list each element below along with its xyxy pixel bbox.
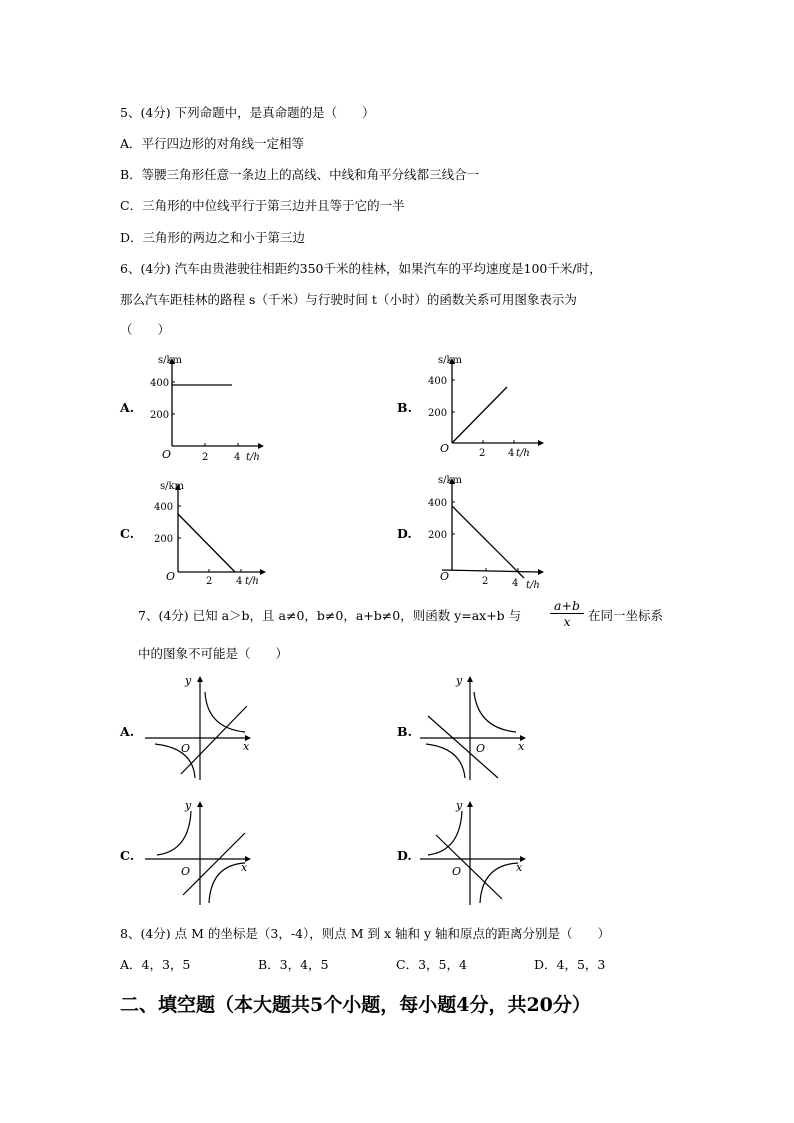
- svg-text:x: x: [243, 740, 250, 753]
- q7-graph-d: [420, 795, 535, 910]
- svg-text:t/h: t/h: [516, 448, 530, 459]
- q6-d-line: [452, 506, 524, 578]
- svg-text:400: 400: [154, 502, 174, 513]
- svg-text:O: O: [166, 570, 176, 583]
- svg-text:200: 200: [428, 408, 448, 419]
- svg-text:O: O: [181, 742, 191, 755]
- q6-graph-a: [140, 350, 270, 470]
- svg-text:400: 400: [150, 378, 170, 389]
- q7-b-hyperbola-1: [474, 692, 516, 732]
- q6-graph-c: [142, 476, 272, 596]
- q8-option-d: D．4，5，3: [534, 957, 606, 972]
- q5-option-a: A．平行四边形的对角线一定相等: [120, 136, 305, 151]
- q7-label-b: B.: [397, 724, 412, 739]
- q6-label-a: A.: [120, 400, 135, 415]
- svg-text:2: 2: [479, 448, 486, 459]
- q6-label-d: D.: [397, 526, 412, 541]
- svg-text:4: 4: [234, 452, 241, 463]
- svg-text:y: y: [456, 799, 463, 812]
- svg-text:s/km: s/km: [438, 355, 463, 366]
- svg-text:s/km: s/km: [438, 475, 463, 486]
- q6-c-line: [178, 514, 235, 572]
- svg-text:4: 4: [508, 448, 515, 459]
- svg-text:O: O: [440, 570, 450, 583]
- q6-b-line: [452, 387, 507, 443]
- svg-text:t/h: t/h: [245, 576, 259, 587]
- svg-text:x: x: [516, 861, 523, 874]
- svg-text:400: 400: [428, 376, 448, 387]
- svg-text:x: x: [518, 740, 525, 753]
- q7-label-d: D.: [397, 848, 412, 863]
- q7-frac-num: a+b: [550, 598, 584, 614]
- svg-text:y: y: [185, 799, 192, 812]
- svg-text:2: 2: [206, 576, 213, 587]
- q7-graph-a: [145, 670, 260, 785]
- q6-label-b: B.: [397, 400, 412, 415]
- q8-option-c: C．3，5，4: [396, 957, 467, 972]
- svg-text:O: O: [476, 742, 486, 755]
- q7-label-a: A.: [120, 724, 135, 739]
- q6-graph-b: [420, 350, 550, 470]
- svg-text:y: y: [185, 674, 192, 687]
- svg-text:O: O: [440, 442, 450, 455]
- q6-stem-line1: 6、(4分) 汽车由贵港驶往相距约350千米的桂林，如果汽车的平均速度是100千米/时，: [120, 261, 602, 276]
- q7-stem-after: 在同一坐标系: [588, 608, 664, 623]
- q7-label-c: C.: [120, 848, 135, 863]
- svg-text:s/km: s/km: [160, 481, 185, 492]
- svg-text:t/h: t/h: [526, 580, 540, 591]
- svg-text:400: 400: [428, 498, 448, 509]
- q6-stem-line3: （ ）: [120, 322, 171, 337]
- svg-text:t/h: t/h: [246, 452, 260, 463]
- q5-stem: 5、(4分) 下列命题中，是真命题的是（ ）: [120, 105, 375, 120]
- q7-b-hyperbola-2: [426, 744, 465, 778]
- q5-option-b: B．等腰三角形任意一条边上的高线、中线和角平分线都三线合一: [120, 167, 480, 182]
- svg-text:O: O: [452, 865, 462, 878]
- q7-frac-den: x: [563, 614, 571, 629]
- q5-option-d: D．三角形的两边之和小于第三边: [120, 230, 306, 245]
- svg-text:O: O: [162, 448, 172, 461]
- q7-graph-b: [420, 670, 535, 785]
- q7-d-line: [436, 835, 502, 899]
- q6-stem-line2: 那么汽车距桂林的路程 s（千米）与行驶时间 t（小时）的函数关系可用图象表示为: [120, 292, 577, 307]
- svg-text:2: 2: [482, 576, 489, 587]
- q8-stem: 8、(4分) 点 M 的坐标是（3，-4），则点 M 到 x 轴和 y 轴和原点的距离分别是（ ）: [120, 926, 611, 941]
- q7-fraction: [550, 598, 584, 629]
- q8-option-b: B．3，4，5: [258, 957, 329, 972]
- q7-a-hyperbola-1: [205, 692, 245, 732]
- q6-graph-d: [420, 470, 550, 595]
- svg-text:4: 4: [512, 578, 519, 589]
- svg-text:2: 2: [202, 452, 209, 463]
- svg-text:x: x: [241, 861, 248, 874]
- q7-stem-line2: 中的图象不可能是（ ）: [138, 646, 289, 661]
- section-2-title: 二、填空题（本大题共5个小题，每小题4分，共20分）: [120, 994, 591, 1016]
- q8-option-a: A．4，3，5: [120, 957, 191, 972]
- q5-option-c: C．三角形的中位线平行于第三边并且等于它的一半: [120, 198, 405, 213]
- svg-text:200: 200: [150, 410, 170, 421]
- q7-graph-c: [145, 795, 260, 910]
- svg-text:O: O: [181, 865, 191, 878]
- q6-label-c: C.: [120, 526, 135, 541]
- svg-text:y: y: [456, 674, 463, 687]
- q7-stem-before: 7、(4分) 已知 a＞b，且 a≠0，b≠0，a+b≠0，则函数 y=ax+b 与: [138, 608, 522, 623]
- q6-a-ylabel: s/km: [158, 355, 183, 366]
- q7-d-hyperbola-1: [428, 811, 462, 855]
- svg-text:200: 200: [154, 534, 174, 545]
- q7-c-hyperbola-1: [157, 811, 191, 855]
- svg-text:4: 4: [236, 576, 243, 587]
- q7-c-hyperbola-2: [209, 863, 245, 903]
- q7-a-line: [181, 706, 247, 774]
- svg-text:200: 200: [428, 530, 448, 541]
